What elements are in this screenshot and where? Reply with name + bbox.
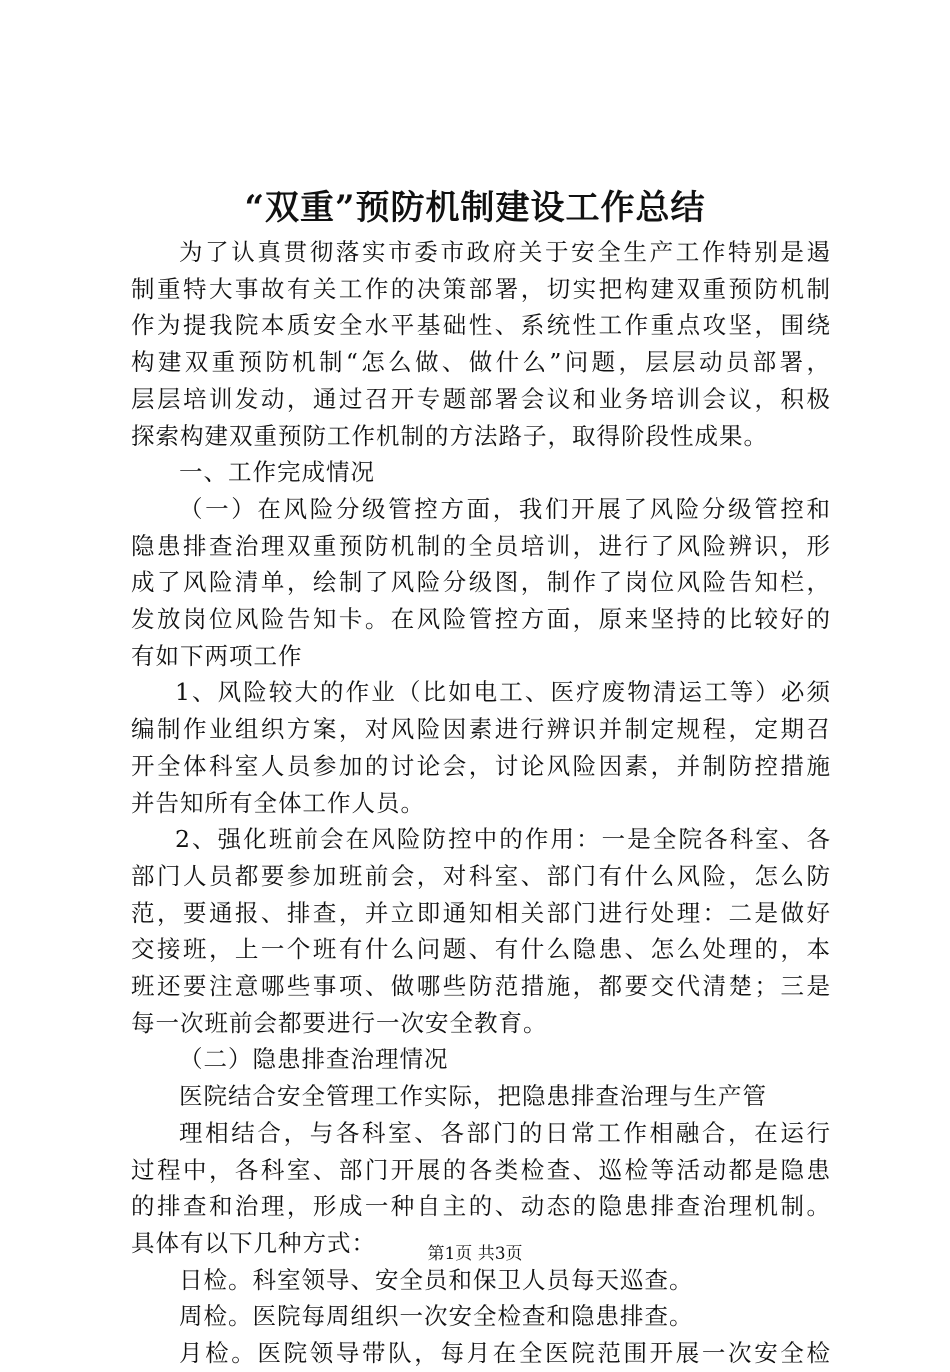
page-number: 第1页 共3页 [427,1244,523,1264]
section-heading [131,454,831,491]
paragraph-item-1 [131,674,831,821]
paragraph-risk-control [131,491,831,675]
text-line: 交接班，上一个班有什么问题、有什么隐患、怎么处理的，本 [131,935,831,964]
paragraph-weekly-check [131,1298,831,1335]
text-line: 月检。医院领导带队，每月在全医院范围开展一次安全检 [179,1339,831,1368]
paragraph-item-2 [131,821,831,1041]
text-line: 发放岗位风险告知卡。在风险管控方面，原来坚持的比较好的 [131,605,831,634]
text-line: 开全体科室人员参加的讨论会，讨论风险因素，并制防控措施 [131,751,831,780]
text-line: 隐患排查治理双重预防机制的全员培训，进行了风险辨识，形 [131,531,831,560]
text-line: 有如下两项工作 [131,641,303,670]
text-line: 层层培训发动，通过召开专题部署会议和业务培训会议，积极 [131,384,831,413]
text-line: 2、强化班前会在风险防控中的作用：一是全院各科室、各 [175,825,831,854]
text-line: （一）在风险分级管控方面，我们开展了风险分级管控和 [179,494,831,523]
text-line: 医院结合安全管理工作实际，把隐患排查治理与生产管 [179,1082,767,1111]
text-line: 的排查和治理，形成一种自主的、动态的隐患排查治理机制。 [131,1192,831,1221]
text-line: 成了风险清单，绘制了风险分级图，制作了岗位风险告知栏， [131,568,831,597]
text-line: 周检。医院每周组织一次安全检查和隐患排查。 [179,1302,694,1331]
text-line: 部门人员都要参加班前会，对科室、部门有什么风险，怎么防 [131,861,831,890]
text-line: 作为提我院本质安全水平基础性、系统性工作重点攻坚，围绕 [131,311,831,340]
text-line: 探索构建双重预防工作机制的方法路子，取得阶段性成果。 [131,421,768,450]
text-line: 范，要通报、排查，并立即通知相关部门进行处理：二是做好 [131,898,831,927]
section-heading [131,1041,831,1078]
text-line: 日检。科室领导、安全员和保卫人员每天巡查。 [179,1265,694,1294]
text-line: 并告知所有全体工作人员。 [131,788,425,817]
paragraph-hazard-detail [131,1115,831,1262]
text-line: 过程中，各科室、部门开展的各类检查、巡检等活动都是隐患 [131,1155,831,1184]
paragraph-hazard-intro [131,1078,831,1115]
text-line: 构建双重预防机制“怎么做、做什么”问题，层层动员部署， [131,348,831,377]
paragraph-daily-check [131,1262,831,1299]
text-line: 理相结合，与各科室、各部门的日常工作相融合，在运行 [179,1118,831,1147]
text-line: 一、工作完成情况 [179,458,375,487]
text-line: 为了认真贯彻落实市委市政府关于安全生产工作特别是遏 [179,238,831,266]
text-line: 1、风险较大的作业（比如电工、医疗废物清运工等）必须 [175,678,831,707]
text-line: 制重特大事故有关工作的决策部署，切实把构建双重预防机制 [131,274,831,303]
document-body [131,234,831,1372]
document-title: “双重”预防机制建设工作总结 [244,188,706,228]
text-line: 班还要注意哪些事项、做哪些防范措施，都要交代清楚；三是 [131,972,831,1001]
paragraph-intro [131,234,831,454]
text-line: 每一次班前会都要进行一次安全教育。 [131,1008,548,1037]
text-line: （二）隐患排查治理情况 [179,1045,449,1074]
text-line: 具体有以下几种方式： [131,1228,376,1257]
text-line: 编制作业组织方案，对风险因素进行辨识并制定规程，定期召 [131,715,831,744]
paragraph-monthly-check [131,1335,831,1372]
